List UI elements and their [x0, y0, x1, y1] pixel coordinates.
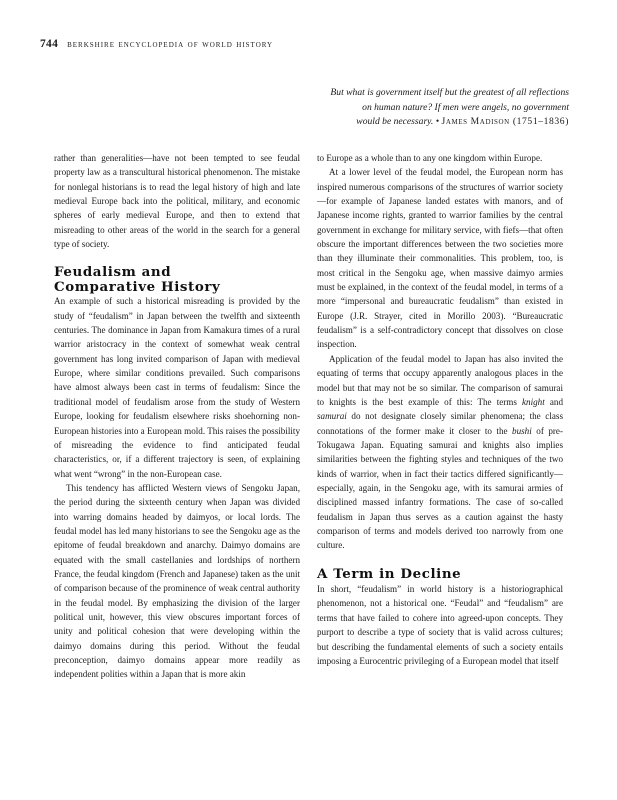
epigraph — [279, 86, 569, 130]
term-samurai: samurai — [317, 411, 347, 422]
section-heading-term-in-decline: A Term in Decline — [317, 565, 462, 582]
left-paragraph-2: An example of such a historical misreading is provided by the study of “feudalism” in Japan between the twelfth and sixteenth centuries. The dominance in Japan from Kamakura times of a rural warrior aristocracy in the context of somewhat weak central government has long invited comparison of Japan with medieval Europe, where similar conditions prevailed. Such comparisons have almost always been cast in terms of feudalism: Since the traditional model of feudalism arose from the study of Western Europe, looking for feudalism elsewhere risks shoehorning non-European histories into a European mold. This raises the possibility of misreading the evidence to find anticipated feudal characteristics, or, if a different trajectory is seen, of explaining what went “wrong” in the non-European case. — [54, 296, 300, 479]
right-paragraph-2: At a lower level of the feudal model, the European norm has inspired numerous comparisons of the structures of warrior society—for example of Japanese landed estates with manors, and of Japanese income rights, granted to warrior families by the central government in exchange for military service, with fiefs—that often obscure the important differences between the two societies more than they illuminate their commonalities. This problem, too, is most critical in the Sengoku age, when massive daimyo armies must be explained, in the context of the feudal model, in terms of a more “impersonal and bureaucratic feudalism” than existed in Europe (J.R. Strayer, cited in Morillo 2003). “Bureaucratic feudalism” is a self-contradictory concept that dissolves on close inspection. — [317, 167, 563, 350]
epigraph-line-3-text: would be necessary. — [356, 116, 434, 128]
right-column — [317, 151, 563, 668]
epigraph-line-3 — [279, 115, 569, 130]
bullet-icon: • — [435, 116, 440, 128]
running-title: berkshire encyclopedia of world history — [67, 39, 274, 50]
epigraph-attribution: James Madison (1751–1836) — [441, 116, 569, 128]
text-run: do not designate closely similar phenomena; the class connotations of the former make it closer to the — [317, 411, 563, 436]
left-paragraph-3: This tendency has afflicted Western views of Sengoku Japan, the period during the sixteenth century when Japan was divided into warring domains headed by daimyos, or local lords. The feudal model has led many historians to see the Sengoku age as the epitome of feudal breakdown and anarchy. Daimyo domains are equated with the small castellanies and lordships of northern France, the feudal kingdom (French and Japanese) taken as the unit of comparison because of the prominence of weak central authority in the feudal model. By emphasizing the division of the larger political unit, however, this view obscures important forces of unity and political cohesion that were developing within the daimyo domains during this period. Without the feudal preconception, daimyo domains appear more readily as independent polities within a Japan that is more akin — [54, 482, 300, 680]
heading-line-1: Feudalism and — [54, 264, 172, 281]
right-paragraph-1: to Europe as a whole than to any one kingdom within Europe. — [317, 153, 543, 163]
section-heading-feudalism — [54, 265, 300, 294]
epigraph-line-1: But what is government itself but the greatest of all reflections — [330, 87, 569, 98]
term-knight: knight — [522, 396, 545, 407]
right-paragraph-4: In short, “feudalism” in world history is a historiographical phenomenon, not a historical one. “Feudal” and “feudalism” are terms that have failed to cohere into agreed-upon concepts. They purport to describe a type of society that is valid across cultures; but describing the fundamental elements of such a society entails imposing a Eurocentric privileging of a European model that itself — [317, 584, 563, 666]
text-run: Application of the feudal model to Japan has also invited the equating of terms that occupy apparently analogous places in the model but that may not be so similar. The comparison of samurai to knights is the best example of this: The terms — [317, 353, 563, 407]
running-header — [40, 38, 273, 50]
left-column — [54, 151, 300, 682]
left-paragraph-1: rather than generalities—have not been tempted to see feudal property law as a transcultural historical phenomenon. The mistake for nonlegal historians is to read the legal history of high and late medieval Europe back into the political, military, and economic spheres of early medieval Europe, and then to extend that misreading to other areas of the world in the search for a general type of society. — [54, 153, 300, 250]
term-bushi: bushi — [512, 425, 532, 436]
heading-line-2: Comparative History — [54, 278, 221, 295]
text-run: and — [544, 396, 563, 407]
text-run: of pre-Tokugawa Japan. Equating samurai and knights also implies similarities between the fighting styles and techniques of the two kinds of warrior, when in fact their tactics differed significantly—especially, again, in the Sengoku age, with its samurai armies of disciplined massed infantry formations. The case of so-called feudalism in Japan thus serves as a caution against the hasty comparison of terms and models derived too narrowly from one culture. — [317, 425, 563, 551]
epigraph-line-2: on human nature? If men were angels, no government — [362, 101, 569, 113]
right-paragraph-3 — [317, 352, 563, 553]
page-number: 744 — [40, 38, 59, 50]
